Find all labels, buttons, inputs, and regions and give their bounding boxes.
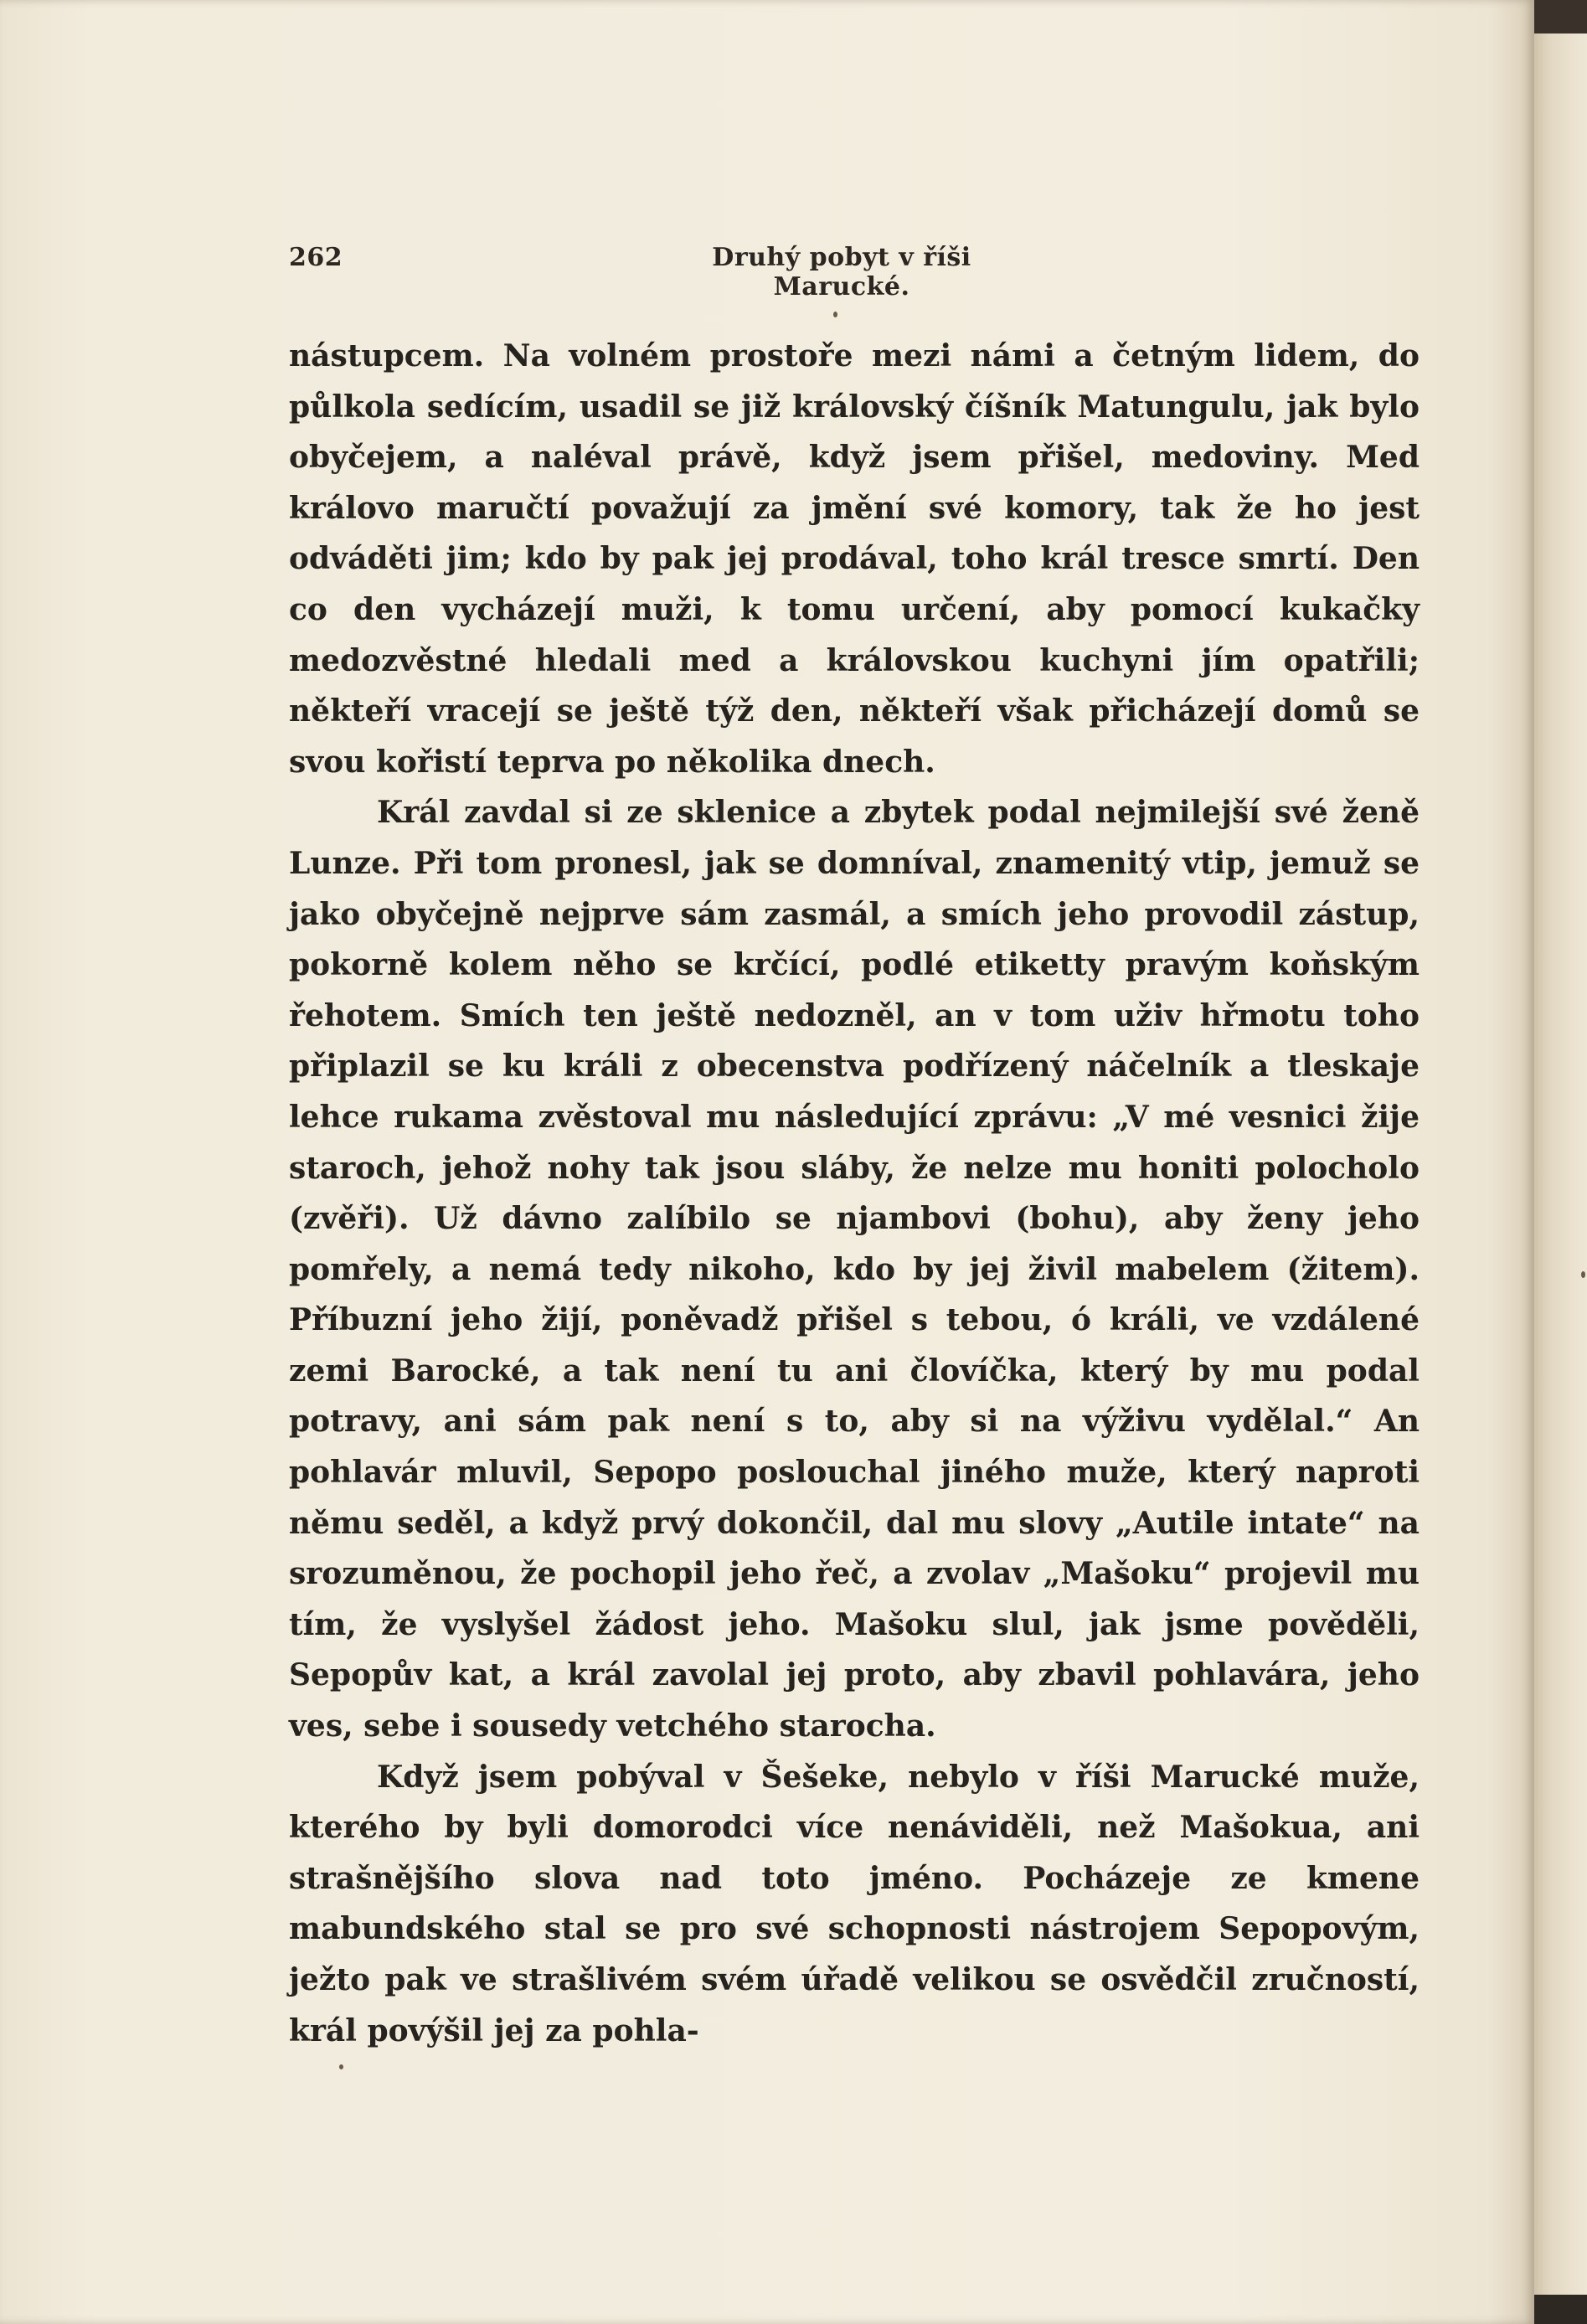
running-head-title: Druhý pobyt v říši Marucké. [712,243,971,301]
paragraph-3: Když jsem pobýval v Šešeke, nebylo v říši Marucké muže, kterého by byli domorodci více nenáviděli, než Mašokua, ani strašnějšího slova nad toto jméno. Pocházeje ze kmene mabundského stal se pro své schopnosti nástrojem Sepopovým, ježto pak ve strašlivém svém úřadě velikou se osvědčil zručností, král povýšil jej za pohla- [289,1759,1420,2048]
scan-background [1534,0,1587,33]
paragraph-1: nástupcem. Na volném prostoře mezi námi a četným lidem, do půlkola sedícím, usadil se již královský číšník Matungulu, jak bylo obyčejem, a naléval právě, když jsem přišel, medoviny. Med královo maručtí považují za jmění své komory, tak že ho jest odváděti jim; kdo by pak jej prodával, toho král tresce smrtí. Den co den vycházejí muži, k tomu určení, aby pomocí kukačky medozvěstné hledali med a královskou kuchyni jím opatřili; někteří vracejí se ještě týž den, někteří však přicházejí domů se svou kořistí teprva po několika dnech. [289,338,1420,780]
paper-speck [339,2064,343,2069]
next-page-edge [1534,33,1587,2295]
page-number: 262 [289,243,343,272]
paper-speck [833,312,837,317]
paragraph-2: Král zavdal si ze sklenice a zbytek podal nejmilejší své ženě Lunze. Při tom pronesl, jak se domníval, znamenitý vtip, jemuž se jako obyčejně nejprve sám zasmál, a smích jeho provodil zástup, pokorně kolem něho se krčící, podlé etiketty pravým koňským řehotem. Smích ten ještě nedozněl, an v tom uživ hřmotu toho připlazil se ku králi z obecenstva podřízený náčelník a tleskaje lehce rukama zvěstoval mu následující zprávu: „V mé vesnici žije staroch, jehož nohy tak jsou sláby, že nelze mu honiti polocholo (zvěři). Už dávno zalíbilo se njambovi (bohu), aby ženy jeho pomřely, a nemá tedy nikoho, kdo by jej živil mabelem (žitem). Příbuzní jeho žijí, poněvadž přišel s tebou, ó králi, ve vzdálené zemi Barocké, a tak není tu ani človíčka, který by mu podal potravy, ani sám pak není s to, aby si na výživu vydělal.“ An pohlavár mluvil, Sepopo poslouchal jiného muže, který naproti němu seděl, a když prvý dokončil, dal mu slovy „Autile intate“ na srozuměnou, že pochopil jeho řeč, a zvolav „Mašoku“ projevil mu tím, že vyslyšel žádost jeho. Mašoku slul, jak jsme pověděli, Sepopův kat, a král zavolal jej proto, aby zbavil pohlavára, jeho ves, sebe i sousedy vetchého starocha. [289,795,1420,1744]
paper-speck [1581,1271,1585,1278]
running-head [289,243,1420,301]
body-text [289,331,1420,2056]
